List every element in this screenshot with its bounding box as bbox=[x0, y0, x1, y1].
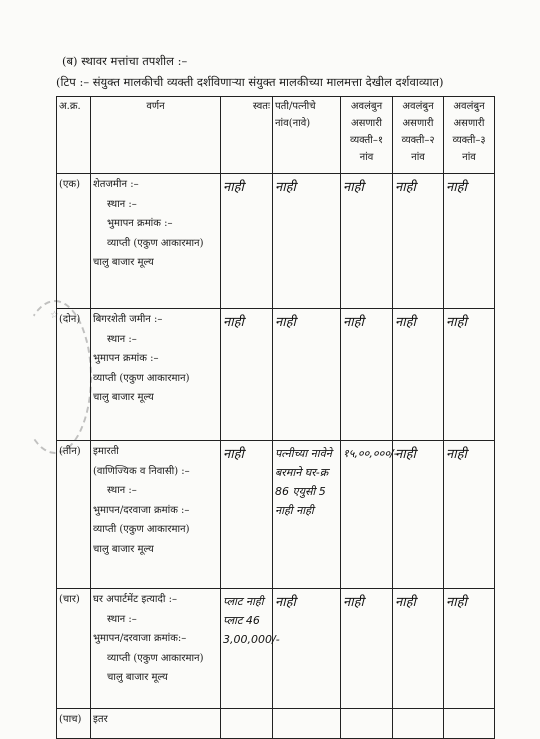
office-seal-stamp: ☆ bbox=[18, 300, 92, 454]
handwritten-entry: नाही bbox=[395, 315, 416, 330]
description-line: भुमापन क्रमांक :– bbox=[93, 353, 159, 364]
cell-dependent-1 bbox=[341, 309, 393, 441]
handwritten-entry: नाही bbox=[343, 595, 364, 610]
row-description bbox=[91, 589, 221, 709]
description-line: शेतजमीन :– bbox=[93, 179, 139, 190]
description-line: व्याप्ती (एकुण आकारमान) bbox=[93, 524, 190, 535]
note-text: (टिप :– संयुक्त मालकीची व्यक्ती दर्शविणाऱ्या संयुक्त मालकीच्या मालमत्ता देखील दर्शवाव्यात) bbox=[56, 75, 444, 89]
cell-dependent-2 bbox=[393, 709, 444, 739]
description-line: बिगरशेती जमीन :– bbox=[93, 314, 163, 325]
col-header-dependent-3: अवलंबुन असणारी व्यक्ती–३ नांव bbox=[444, 97, 495, 174]
handwritten-entry bbox=[223, 710, 270, 712]
cell-dependent-3 bbox=[444, 709, 495, 739]
row-description bbox=[91, 174, 221, 309]
cell-spouse bbox=[273, 441, 341, 589]
cell-dependent-3 bbox=[444, 174, 495, 309]
description-line: चालु बाजार मूल्य bbox=[93, 257, 154, 268]
cell-dependent-2 bbox=[393, 441, 444, 589]
handwritten-entry: नाही bbox=[223, 315, 244, 330]
description-line: स्थान :– bbox=[107, 613, 137, 625]
cell-dependent-1 bbox=[341, 441, 398, 589]
description-line: इतर bbox=[93, 714, 108, 725]
description-line: स्थान :– bbox=[107, 198, 137, 210]
row-description bbox=[91, 709, 221, 739]
cell-dependent-1 bbox=[341, 589, 393, 709]
cell-spouse bbox=[273, 709, 341, 739]
col-header-description: वर्णन bbox=[91, 97, 221, 174]
description-line: चालु बाजार मूल्य bbox=[93, 392, 154, 403]
cell-self bbox=[221, 709, 273, 739]
handwritten-entry: नाही bbox=[395, 180, 416, 195]
cell-dependent-2 bbox=[393, 589, 444, 709]
cell-self bbox=[221, 174, 273, 309]
table-row bbox=[57, 441, 495, 589]
cell-spouse bbox=[273, 174, 341, 309]
row-number: (पाच) bbox=[57, 709, 91, 739]
description-line: व्याप्ती (एकुण आकारमान) bbox=[93, 372, 190, 384]
table-header-row bbox=[57, 97, 495, 174]
description-line: भुमापन/दरवाजा क्रमांक:– bbox=[93, 633, 187, 644]
row-number: (चार) bbox=[57, 589, 91, 709]
description-line: व्याप्ती (एकुण आकारमान) bbox=[107, 652, 204, 664]
handwritten-entry: नाही bbox=[446, 180, 467, 195]
col-header-sr: अ.क्र. bbox=[57, 97, 91, 174]
handwritten-entry bbox=[395, 710, 441, 712]
row-number: (एक) bbox=[57, 174, 91, 309]
table-row bbox=[57, 309, 495, 441]
handwritten-entry: नाही bbox=[446, 595, 467, 610]
handwritten-entry: नाही bbox=[446, 447, 467, 462]
section-heading: (ब) स्थावर मत्तांचा तपशील :– bbox=[62, 54, 188, 68]
cell-dependent-3 bbox=[444, 441, 495, 589]
handwritten-entry: नाही bbox=[275, 595, 296, 610]
row-description bbox=[91, 441, 221, 589]
cell-spouse bbox=[273, 309, 341, 441]
handwritten-entry bbox=[446, 710, 492, 712]
table-row bbox=[57, 709, 495, 739]
description-line: (वाणिज्यिक व निवासी) :– bbox=[93, 465, 190, 477]
handwritten-entry: १५,००,०००/- bbox=[343, 447, 398, 460]
col-header-dependent-1: अवलंबुन असणारी व्यक्ती–१ नांव bbox=[341, 97, 393, 174]
handwritten-entry: नाही bbox=[343, 180, 364, 195]
handwritten-entry: नाही bbox=[275, 180, 296, 195]
handwritten-entry: नाही bbox=[223, 447, 244, 462]
row-number: (दोन) bbox=[57, 309, 91, 441]
handwritten-entry bbox=[343, 710, 390, 712]
cell-dependent-3 bbox=[444, 309, 495, 441]
property-table bbox=[56, 96, 495, 739]
handwritten-entry: पत्नीच्या नावेने बरमाने घर-क्र 86 एयुसी 5 नाही नाही bbox=[275, 447, 332, 517]
handwritten-entry bbox=[275, 710, 338, 712]
description-line: स्थान :– bbox=[107, 333, 137, 345]
cell-dependent-3 bbox=[444, 589, 495, 709]
handwritten-entry: नाही bbox=[395, 447, 416, 462]
handwritten-entry: नाही bbox=[275, 315, 296, 330]
description-line: इमारती bbox=[93, 446, 119, 457]
handwritten-entry: नाही bbox=[395, 595, 416, 610]
cell-self bbox=[221, 441, 273, 589]
handwritten-entry: नाही bbox=[223, 180, 244, 195]
description-line: भुमापन/दरवाजा क्रमांक :– bbox=[93, 504, 190, 516]
cell-self bbox=[221, 309, 273, 441]
description-line: घर अपार्टमेंट इत्यादी :– bbox=[93, 594, 177, 605]
col-header-self: स्वतः bbox=[221, 97, 273, 174]
cell-spouse bbox=[273, 589, 341, 709]
col-header-dependent-2: अवलंबुन असणारी व्यक्ती–२ नांव bbox=[393, 97, 444, 174]
cell-dependent-2 bbox=[393, 309, 444, 441]
description-line: व्याप्ती (एकुण आकारमान) bbox=[107, 237, 204, 249]
row-number: (तीन) bbox=[57, 441, 91, 589]
description-line: स्थान :– bbox=[107, 485, 137, 496]
table-row bbox=[57, 174, 495, 309]
cell-dependent-1 bbox=[341, 174, 393, 309]
description-line: चालु बाजार मूल्य bbox=[107, 672, 168, 683]
cell-self bbox=[221, 589, 280, 709]
row-description bbox=[91, 309, 221, 441]
col-header-spouse: पती/पत्नीचे नांव(नावे) bbox=[273, 97, 341, 174]
handwritten-entry: नाही bbox=[343, 315, 364, 330]
description-line: भुमापन क्रमांक :– bbox=[107, 218, 173, 229]
table-row bbox=[57, 589, 495, 709]
cell-dependent-1 bbox=[341, 709, 393, 739]
handwritten-entry: नाही bbox=[446, 315, 467, 330]
handwritten-entry: प्लाट नाही प्लाट 46 3,00,000/- bbox=[223, 595, 280, 646]
cell-dependent-2 bbox=[393, 174, 444, 309]
description-line: चालु बाजार मूल्य bbox=[93, 543, 154, 555]
